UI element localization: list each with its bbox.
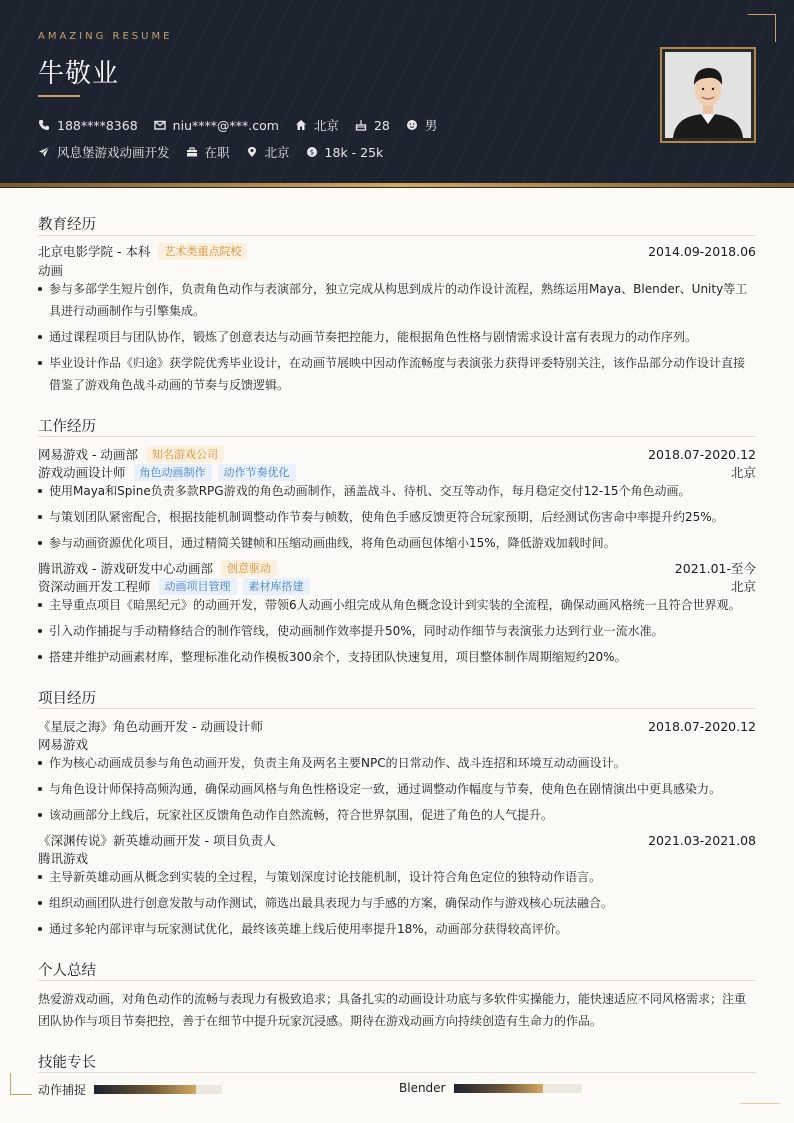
- profile-photo: [665, 52, 751, 138]
- role-title: 资深动画开发工程师: [38, 579, 151, 594]
- section-title-work: 工作经历: [38, 419, 96, 435]
- education-bullet: 通过课程项目与团队协作，锻炼了创意表达与动画节奏把控能力，能根据角色性格与剧情需求设计富有表现力的动作序列。: [38, 326, 756, 348]
- skill-bar-fill: [454, 1084, 544, 1093]
- education-header: [38, 242, 756, 260]
- education-major: [38, 261, 756, 279]
- skill-bar-fill: [94, 1085, 196, 1094]
- job-intent-row: [38, 143, 399, 161]
- education-bullet: 毕业设计作品《归途》获学院优秀毕业设计，在动画节展映中因动作流畅度与表演张力获得评委特别关注，该作品部分动作设计直接借鉴了游戏角色战斗动画的节奏与反馈逻辑。: [38, 352, 756, 396]
- company-tag: 创意驱动: [221, 560, 277, 577]
- work-header: [38, 445, 756, 463]
- project-bullet: 与角色设计师保持高频沟通，确保动画风格与角色性格设定一致，通过调整动作幅度与节奏，使角色在剧情演出中更具感染力。: [38, 778, 756, 800]
- summary-text: 热爱游戏动画，对角色动作的流畅与表现力有极致追求；具备扎实的动画设计功底与多软件实操能力，能快速适应不同风格需求；注重团队协作与项目节奏把控，善于在细节中提升玩家沉浸感。期待在游戏动画方向持续创造有生命力的作品。: [38, 992, 747, 1028]
- contact-row: [38, 116, 453, 134]
- company-tag: 知名游戏公司: [146, 446, 224, 463]
- gender-item: [406, 116, 438, 134]
- role-tag: 角色动画制作: [134, 464, 212, 481]
- project-bullet: 通过多轮内部评审与玩家测试优化，最终该英雄上线后使用率提升18%，动画部分获得较高评价。: [38, 918, 756, 940]
- school-tag: 艺术类重点院校: [158, 243, 247, 260]
- section-title-education: 教育经历: [38, 217, 96, 233]
- skill-name: 动作捕捉: [38, 1083, 87, 1097]
- face-icon: [406, 119, 418, 131]
- city-text: 北京: [313, 118, 339, 133]
- salary-text: 18k - 25k: [324, 144, 384, 160]
- phone-icon: [38, 119, 50, 131]
- section-divider: [38, 436, 756, 437]
- target-role-item: [38, 143, 170, 161]
- work-bullet: 主导重点项目《暗黑纪元》的动画开发，带领6人动画小组完成从角色概念设计到实装的全流程，确保动画风格统一且符合世界观。: [38, 594, 756, 616]
- name-underline: [38, 95, 80, 97]
- section-divider: [38, 235, 756, 236]
- work-role-row: [38, 463, 756, 481]
- work-bullet: 使用Maya和Spine负责多款RPG游戏的角色动画制作，涵盖战斗、待机、交互等动作，每月稳定交付12-15个角色动画。: [38, 480, 756, 502]
- role-tag: 素材库搭建: [243, 578, 310, 595]
- school-name: 北京电影学院 - 本科: [38, 244, 151, 259]
- project-header: [38, 717, 756, 735]
- section-divider: [38, 708, 756, 709]
- mail-icon: [154, 119, 166, 131]
- work-location: 北京: [730, 465, 756, 480]
- age-item: [355, 118, 390, 133]
- section-title-summary: 个人总结: [38, 963, 96, 979]
- target-role-text: 风息堡游戏动画开发: [57, 145, 170, 160]
- phone-text: 188****8368: [57, 117, 138, 133]
- role-tag: 动画项目管理: [159, 578, 237, 595]
- email-item: [154, 118, 279, 133]
- money-icon: [306, 146, 318, 158]
- cake-icon: [355, 119, 367, 131]
- role-title: 游戏动画设计师: [38, 465, 126, 480]
- project-bullet: 作为核心动画成员参与角色动画开发，负责主角及两名主要NPC的日常动作、战斗连招和环境互动动画设计。: [38, 752, 756, 774]
- skill-item: [38, 1081, 222, 1098]
- project-org: 腾讯游戏: [38, 851, 89, 866]
- role-tag: 动作节奏优化: [218, 464, 296, 481]
- status-item: [186, 143, 230, 161]
- work-bullet: 参与动画资源优化项目，通过精简关键帧和压缩动画曲线，将角色动画包体缩小15%，降低游戏加载时间。: [38, 532, 756, 554]
- profile-photo-frame: [660, 47, 756, 143]
- header-dark-line: [0, 187, 794, 188]
- section-title-skills: 技能专长: [38, 1055, 96, 1071]
- corner-ornament-bottom-left: [10, 1073, 32, 1095]
- project-bullet: 组织动画团队进行创意发散与动作测试，筛选出最具表现力与手感的方案，确保动作与游戏核心玩法融合。: [38, 892, 756, 914]
- resume-header: [0, 0, 794, 183]
- status-text: 在职: [204, 145, 230, 160]
- city-item: [295, 116, 339, 134]
- project-org-row: [38, 849, 756, 867]
- project-title: 《深渊传说》新英雄动画开发 - 项目负责人: [38, 833, 276, 848]
- send-icon: [38, 146, 50, 158]
- age-text: 28: [373, 117, 390, 133]
- project-org: 网易游戏: [38, 737, 89, 752]
- corner-ornament-top-right: [748, 14, 776, 42]
- briefcase-icon: [186, 146, 198, 158]
- candidate-name: 牛敬业: [38, 59, 120, 89]
- section-divider: [38, 1072, 756, 1073]
- work-bullet: 与策划团队紧密配合，根据技能机制调整动作节奏与帧数，使角色手感反馈更符合玩家预期，后经测试伤害命中率提升约25%。: [38, 506, 756, 528]
- target-city-text: 北京: [264, 145, 290, 160]
- skill-name: Blender: [399, 1081, 446, 1095]
- email-text: niu****@***.com: [172, 117, 279, 133]
- home-icon: [295, 119, 307, 131]
- header-subtitle: AMAZING RESUME: [38, 31, 173, 42]
- project-dates: 2018.07-2020.12: [648, 718, 756, 734]
- work-header: [38, 559, 756, 577]
- section-divider: [38, 980, 756, 981]
- corner-ornament-bottom-right: [740, 1103, 780, 1104]
- gender-text: 男: [424, 118, 438, 133]
- section-title-projects: 项目经历: [38, 691, 96, 707]
- education-dates: 2014.09-2018.06: [648, 243, 756, 259]
- skill-item: [399, 1081, 582, 1095]
- work-bullet: 引入动作捕捉与手动精修结合的制作管线，使动画制作效率提升50%，同时动作细节与表演张力达到行业一流水准。: [38, 620, 756, 642]
- company-name: 网易游戏 - 动画部: [38, 447, 138, 462]
- education-bullet: 参与多部学生短片创作，负责角色动作与表演部分，独立完成从构思到成片的动作设计流程，熟练运用Maya、Blender、Unity等工具进行动画制作与引擎集成。: [38, 278, 756, 322]
- work-dates: 2021.01-至今: [674, 561, 756, 576]
- salary-item: [306, 145, 384, 160]
- company-name: 腾讯游戏 - 游戏研发中心动画部: [38, 561, 213, 576]
- work-dates: 2018.07-2020.12: [648, 446, 756, 462]
- work-bullet: 搭建并维护动画素材库，整理标准化动作模板300余个，支持团队快速复用，项目整体制作周期缩短约20%。: [38, 646, 756, 668]
- skill-bar: [454, 1084, 582, 1093]
- svg-text:$: $: [309, 148, 314, 157]
- project-bullet: 该动画部分上线后，玩家社区反馈角色动作自然流畅，符合世界氛围，促进了角色的人气提升。: [38, 804, 756, 826]
- target-city-item: [246, 143, 290, 161]
- major-text: 动画: [38, 263, 64, 278]
- location-pin-icon: [246, 146, 258, 158]
- phone-item: [38, 118, 138, 133]
- project-dates: 2021.03-2021.08: [648, 832, 756, 848]
- work-role-row: [38, 577, 756, 595]
- work-location: 北京: [730, 579, 756, 594]
- project-org-row: [38, 735, 756, 753]
- skill-bar: [94, 1085, 222, 1094]
- project-bullet: 主导新英雄动画从概念到实装的全过程，与策划深度讨论技能机制，设计符合角色定位的独特动作语言。: [38, 866, 756, 888]
- project-header: [38, 831, 756, 849]
- project-title: 《星辰之海》角色动画开发 - 动画设计师: [38, 719, 263, 734]
